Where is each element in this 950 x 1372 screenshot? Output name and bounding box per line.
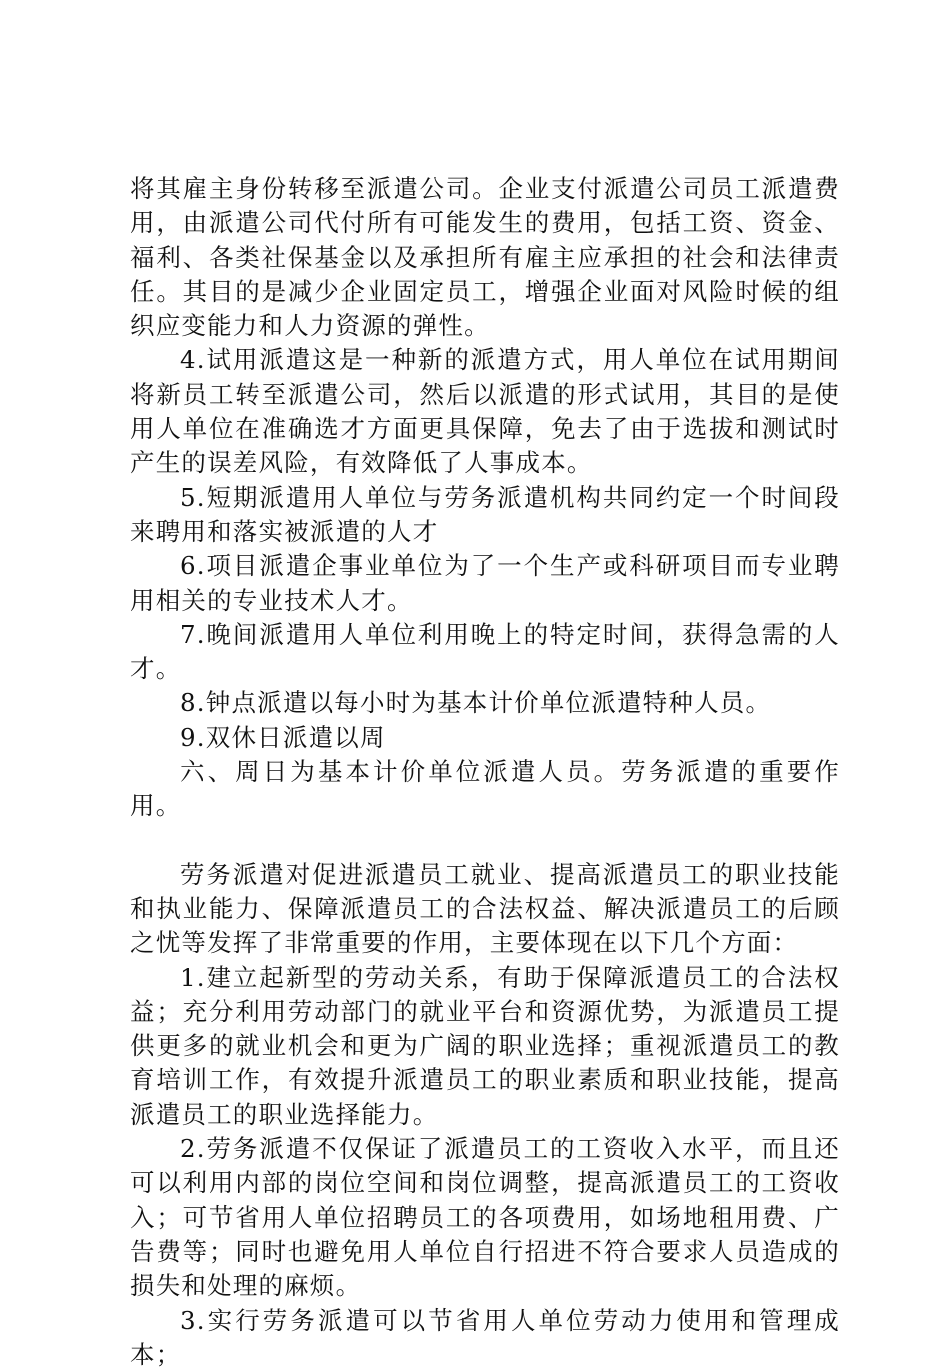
paragraph-project-dispatch: 6.项目派遣企事业单位为了一个生产或科研项目而专业聘用相关的专业技术人才。 — [130, 549, 840, 618]
paragraph-evening-dispatch: 7.晚间派遣用人单位利用晚上的特定时间，获得急需的人才。 — [130, 618, 840, 687]
paragraph-hourly-dispatch: 8.钟点派遣以每小时为基本计价单位派遣特种人员。 — [130, 686, 840, 720]
paragraph-role-point-3: 3.实行劳务派遣可以节省用人单位劳动力使用和管理成本； — [130, 1304, 840, 1372]
paragraph-trial-dispatch: 4.试用派遣这是一种新的派遣方式，用人单位在试用期间将新员工转至派遣公司，然后以派遣的形式试用，其目的是使用人单位在准确选才方面更具保障，免去了由于选拔和测试时产生的误差风险，有效降低了人事成本。 — [130, 343, 840, 480]
paragraph-short-term-dispatch: 5.短期派遣用人单位与劳务派遣机构共同约定一个时间段来聘用和落实被派遣的人才 — [130, 481, 840, 550]
paragraph-role-point-2: 2.劳务派遣不仅保证了派遣员工的工资收入水平，而且还可以利用内部的岗位空间和岗位调整，提高派遣员工的工资收入；可节省用人单位招聘员工的各项费用，如场地租用费、广告费等；同时也避免用人单位自行招进不符合要求人员造成的损失和处理的麻烦。 — [130, 1132, 840, 1303]
paragraph-continuation: 将其雇主身份转移至派遣公司。企业支付派遣公司员工派遣费用，由派遣公司代付所有可能发生的费用，包括工资、资金、福利、各类社保基金以及承担所有雇主应承担的社会和法律责任。其目的是减少企业固定员工，增强企业面对风险时候的组织应变能力和人力资源的弹性。 — [130, 172, 840, 343]
paragraph-weekend-dispatch: 9.双休日派遣以周 — [130, 721, 840, 755]
paragraph-section-six-heading: 六、周日为基本计价单位派遣人员。劳务派遣的重要作用。 — [130, 755, 840, 824]
paragraph-role-point-1: 1.建立起新型的劳动关系，有助于保障派遣员工的合法权益；充分利用劳动部门的就业平台和资源优势，为派遣员工提供更多的就业机会和更为广阔的职业选择；重视派遣员工的教育培训工作，有效提升派遣员工的职业素质和职业技能，提高派遣员工的职业选择能力。 — [130, 961, 840, 1132]
paragraph-role-intro: 劳务派遣对促进派遣员工就业、提高派遣员工的职业技能和执业能力、保障派遣员工的合法权益、解决派遣员工的后顾之忧等发挥了非常重要的作用，主要体现在以下几个方面： — [130, 858, 840, 961]
document-body — [130, 172, 840, 1372]
paragraph-spacer — [130, 824, 840, 858]
